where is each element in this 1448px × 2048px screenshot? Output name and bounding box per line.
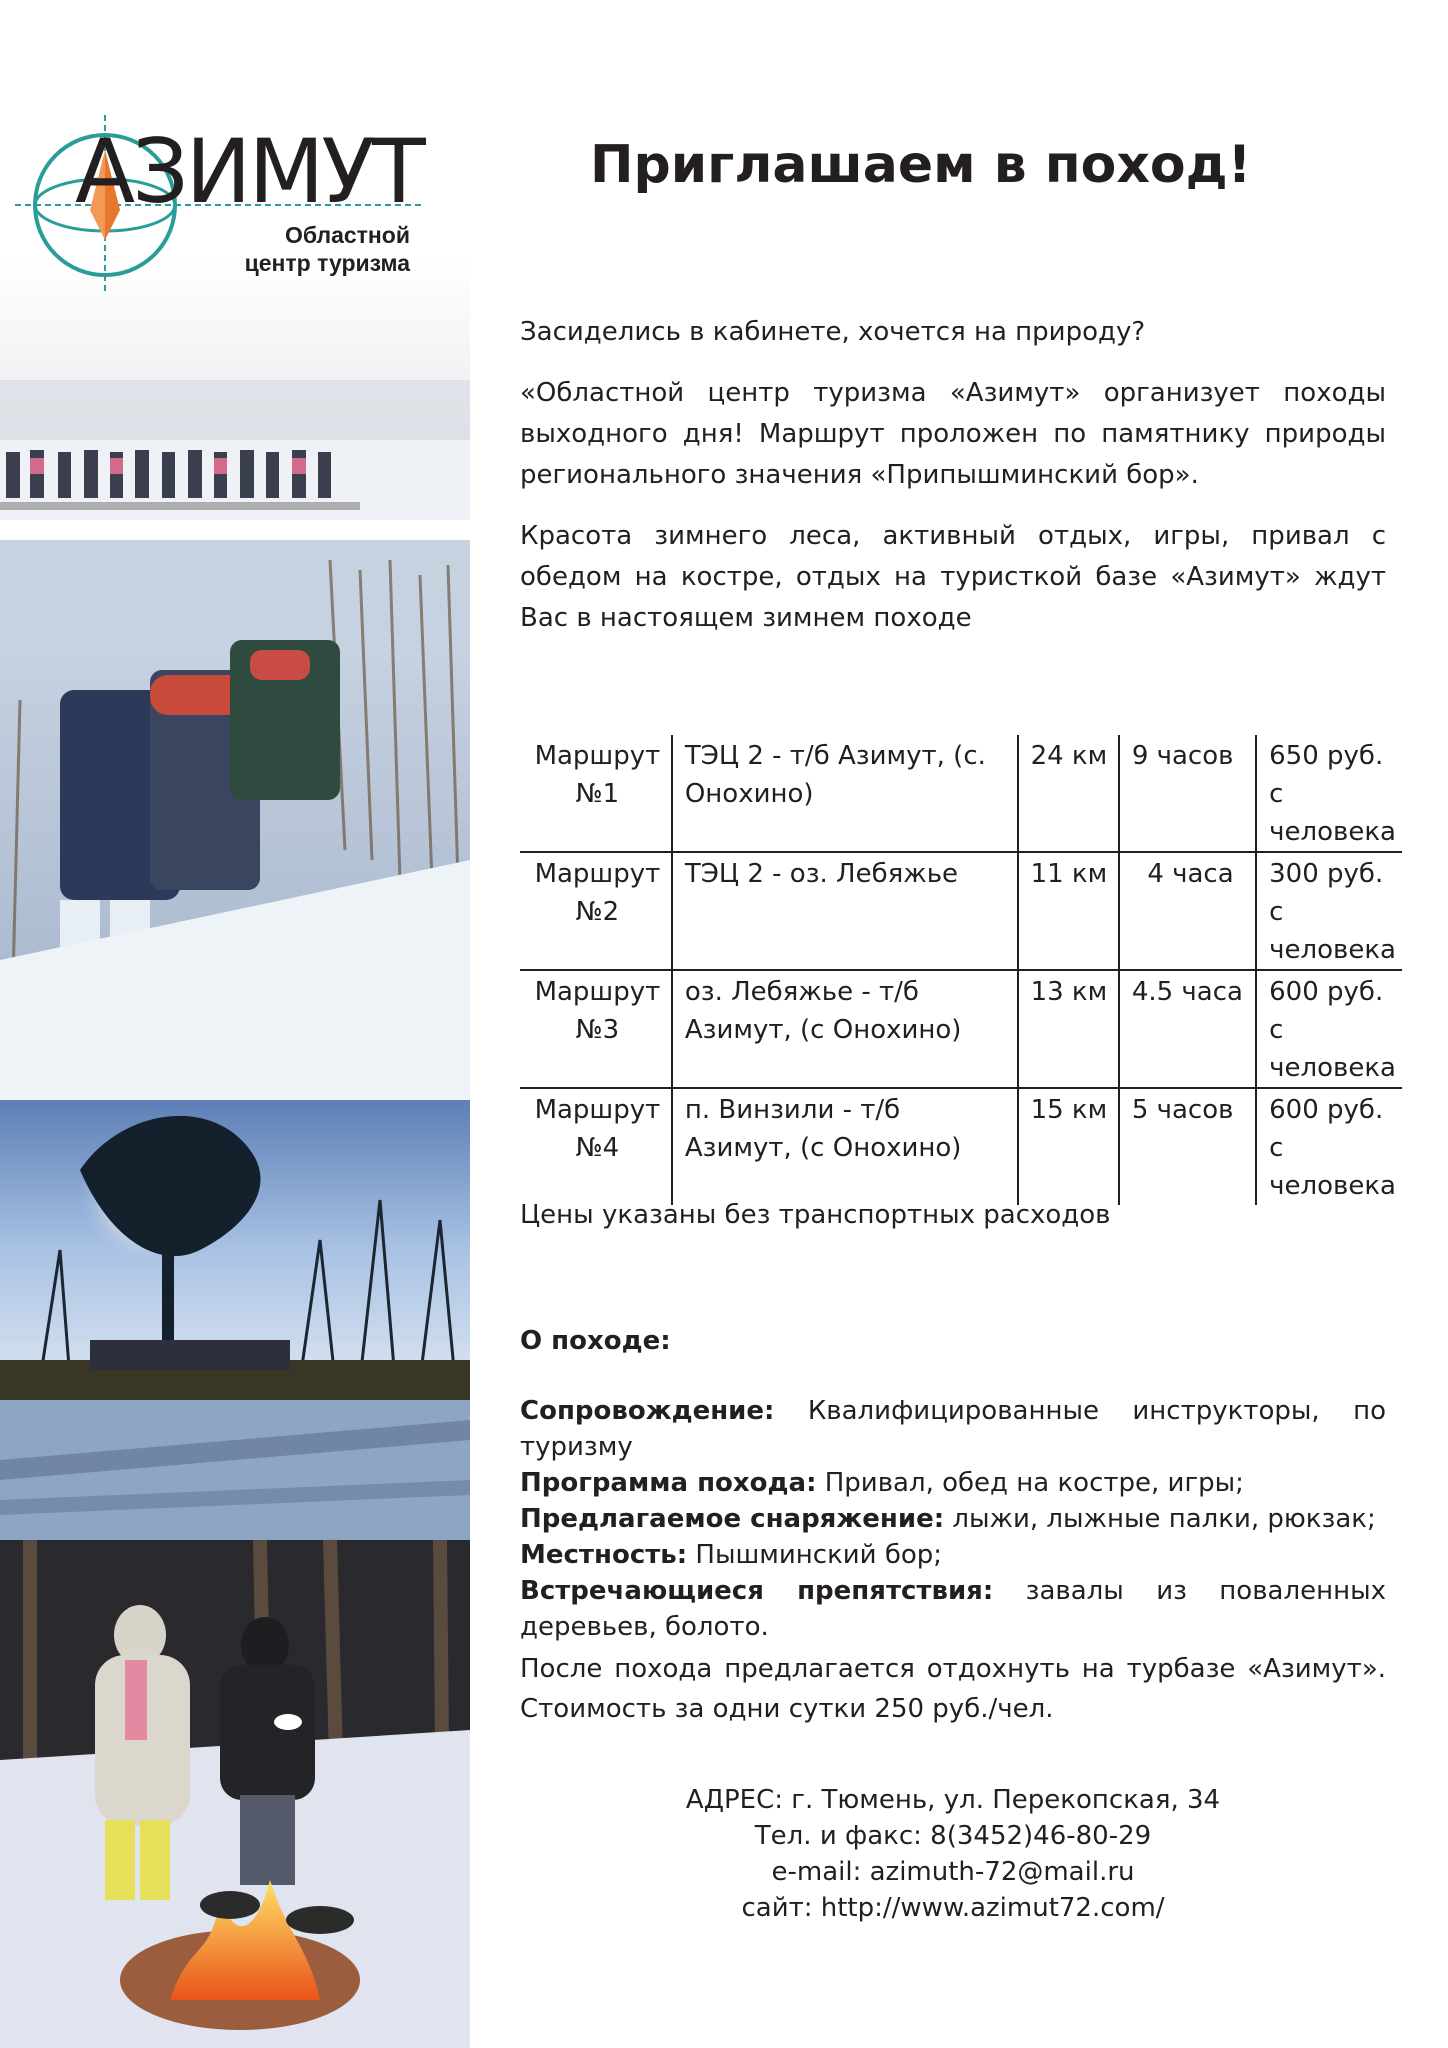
contact-address: АДРЕС: г. Тюмень, ул. Перекопская, 34 [685,1785,1221,1815]
route-name: Маршрут №3 [520,970,672,1088]
intro-question: Засиделись в кабинете, хочется на природу? [520,317,1146,347]
route-duration: 5 часов [1119,1088,1256,1205]
table-row [520,735,1402,852]
detail-terrain [520,1537,1386,1573]
terrain-label: Местность: [520,1540,688,1570]
routes-table [520,735,1402,1205]
equipment-value: лыжи, лыжные палки, рюкзак; [952,1504,1376,1534]
table-row [520,852,1402,970]
page-title: Приглашаем в поход! [590,135,1252,195]
escort-label: Сопровождение: [520,1396,775,1426]
route-path: оз. Лебяжье - т/б Азимут, (с Онохино) [672,970,1018,1088]
route-name: Маршрут №1 [534,741,661,809]
route-distance: 13 км [1018,970,1119,1088]
table-row [520,1088,1402,1205]
contact-phone: Тел. и факс: 8(3452)46-80-29 [754,1821,1152,1851]
azimut-logo [10,110,430,310]
obstacles-value: завалы из поваленных деревьев, болото. [520,1576,1386,1642]
intro-description: Красота зимнего леса, активный отдых, игры, привал с обедом на костре, отдых на туристкой базе «Азимут» ждут Вас в настоящем зимнем походе [520,521,1386,633]
route-price: 300 руб. с человека [1256,852,1402,970]
intro-section [520,312,1386,639]
route-path: п. Винзили - т/б Азимут, (с Онохино) [672,1088,1018,1205]
route-price: 600 руб. с человека [1256,970,1402,1088]
snow-field-photo [0,1400,470,1550]
contact-site[interactable]: сайт: http://www.azimut72.com/ [741,1893,1165,1923]
program-value: Привал, обед на костре, игры; [824,1468,1244,1498]
route-duration: 4 часа [1119,852,1256,970]
contacts-block [520,1782,1386,1926]
route-name: Маршрут №2 [520,852,672,970]
photo-column [0,0,470,2048]
logo-subtitle-line1: Областной [284,222,410,248]
route-price: 650 руб. с человека [1256,735,1402,852]
route-distance: 24 км [1018,735,1119,852]
detail-obstacles [520,1573,1386,1645]
program-label: Программа похода: [520,1468,817,1498]
equipment-label: Предлагаемое снаряжение: [520,1504,945,1534]
route-duration: 9 часов [1119,735,1256,852]
route-path: ТЭЦ 2 - оз. Лебяжье [672,852,1018,970]
route-path: ТЭЦ 2 - т/б Азимут, (с. Онохино) [672,735,1018,852]
logo-subtitle-line2: центр туризма [244,250,410,276]
table-row [520,970,1402,1088]
campfire-photo [0,1540,470,2048]
detail-program [520,1465,1386,1501]
detail-after-hike: После похода предлагается отдохнуть на турбазе «Азимут». Стоимость за одни сутки 250 руб./чел. [520,1654,1386,1724]
route-duration: 4.5 часа [1119,970,1256,1088]
route-price: 600 руб. с человека [1256,1088,1402,1205]
terrain-value: Пышминский бор; [695,1540,943,1570]
detail-equipment [520,1501,1386,1537]
hikers-photo [0,540,470,1120]
route-name: Маршрут №4 [520,1088,672,1205]
intro-organizer: «Областной центр туризма «Азимут» организует походы выходного дня! Маршрут проложен по памятнику природы регионального значения «Припышминский бор». [520,378,1386,490]
price-note: Цены указаны без транспортных расходов [520,1200,1111,1230]
logo-title: АЗИМУТ [75,120,423,223]
detail-escort [520,1393,1386,1465]
route-distance: 15 км [1018,1088,1119,1205]
escort-value: Квалифицированные инструкторы, по туризму [520,1396,1387,1462]
about-title: О походе: [520,1326,671,1356]
trip-details [520,1393,1386,1729]
route-distance: 11 км [1018,852,1119,970]
contact-email[interactable]: e-mail: azimuth-72@mail.ru [771,1857,1135,1887]
sunset-tree-photo [0,1100,470,1410]
obstacles-label: Встречающиеся препятствия: [520,1576,994,1606]
skier-group [0,440,470,520]
